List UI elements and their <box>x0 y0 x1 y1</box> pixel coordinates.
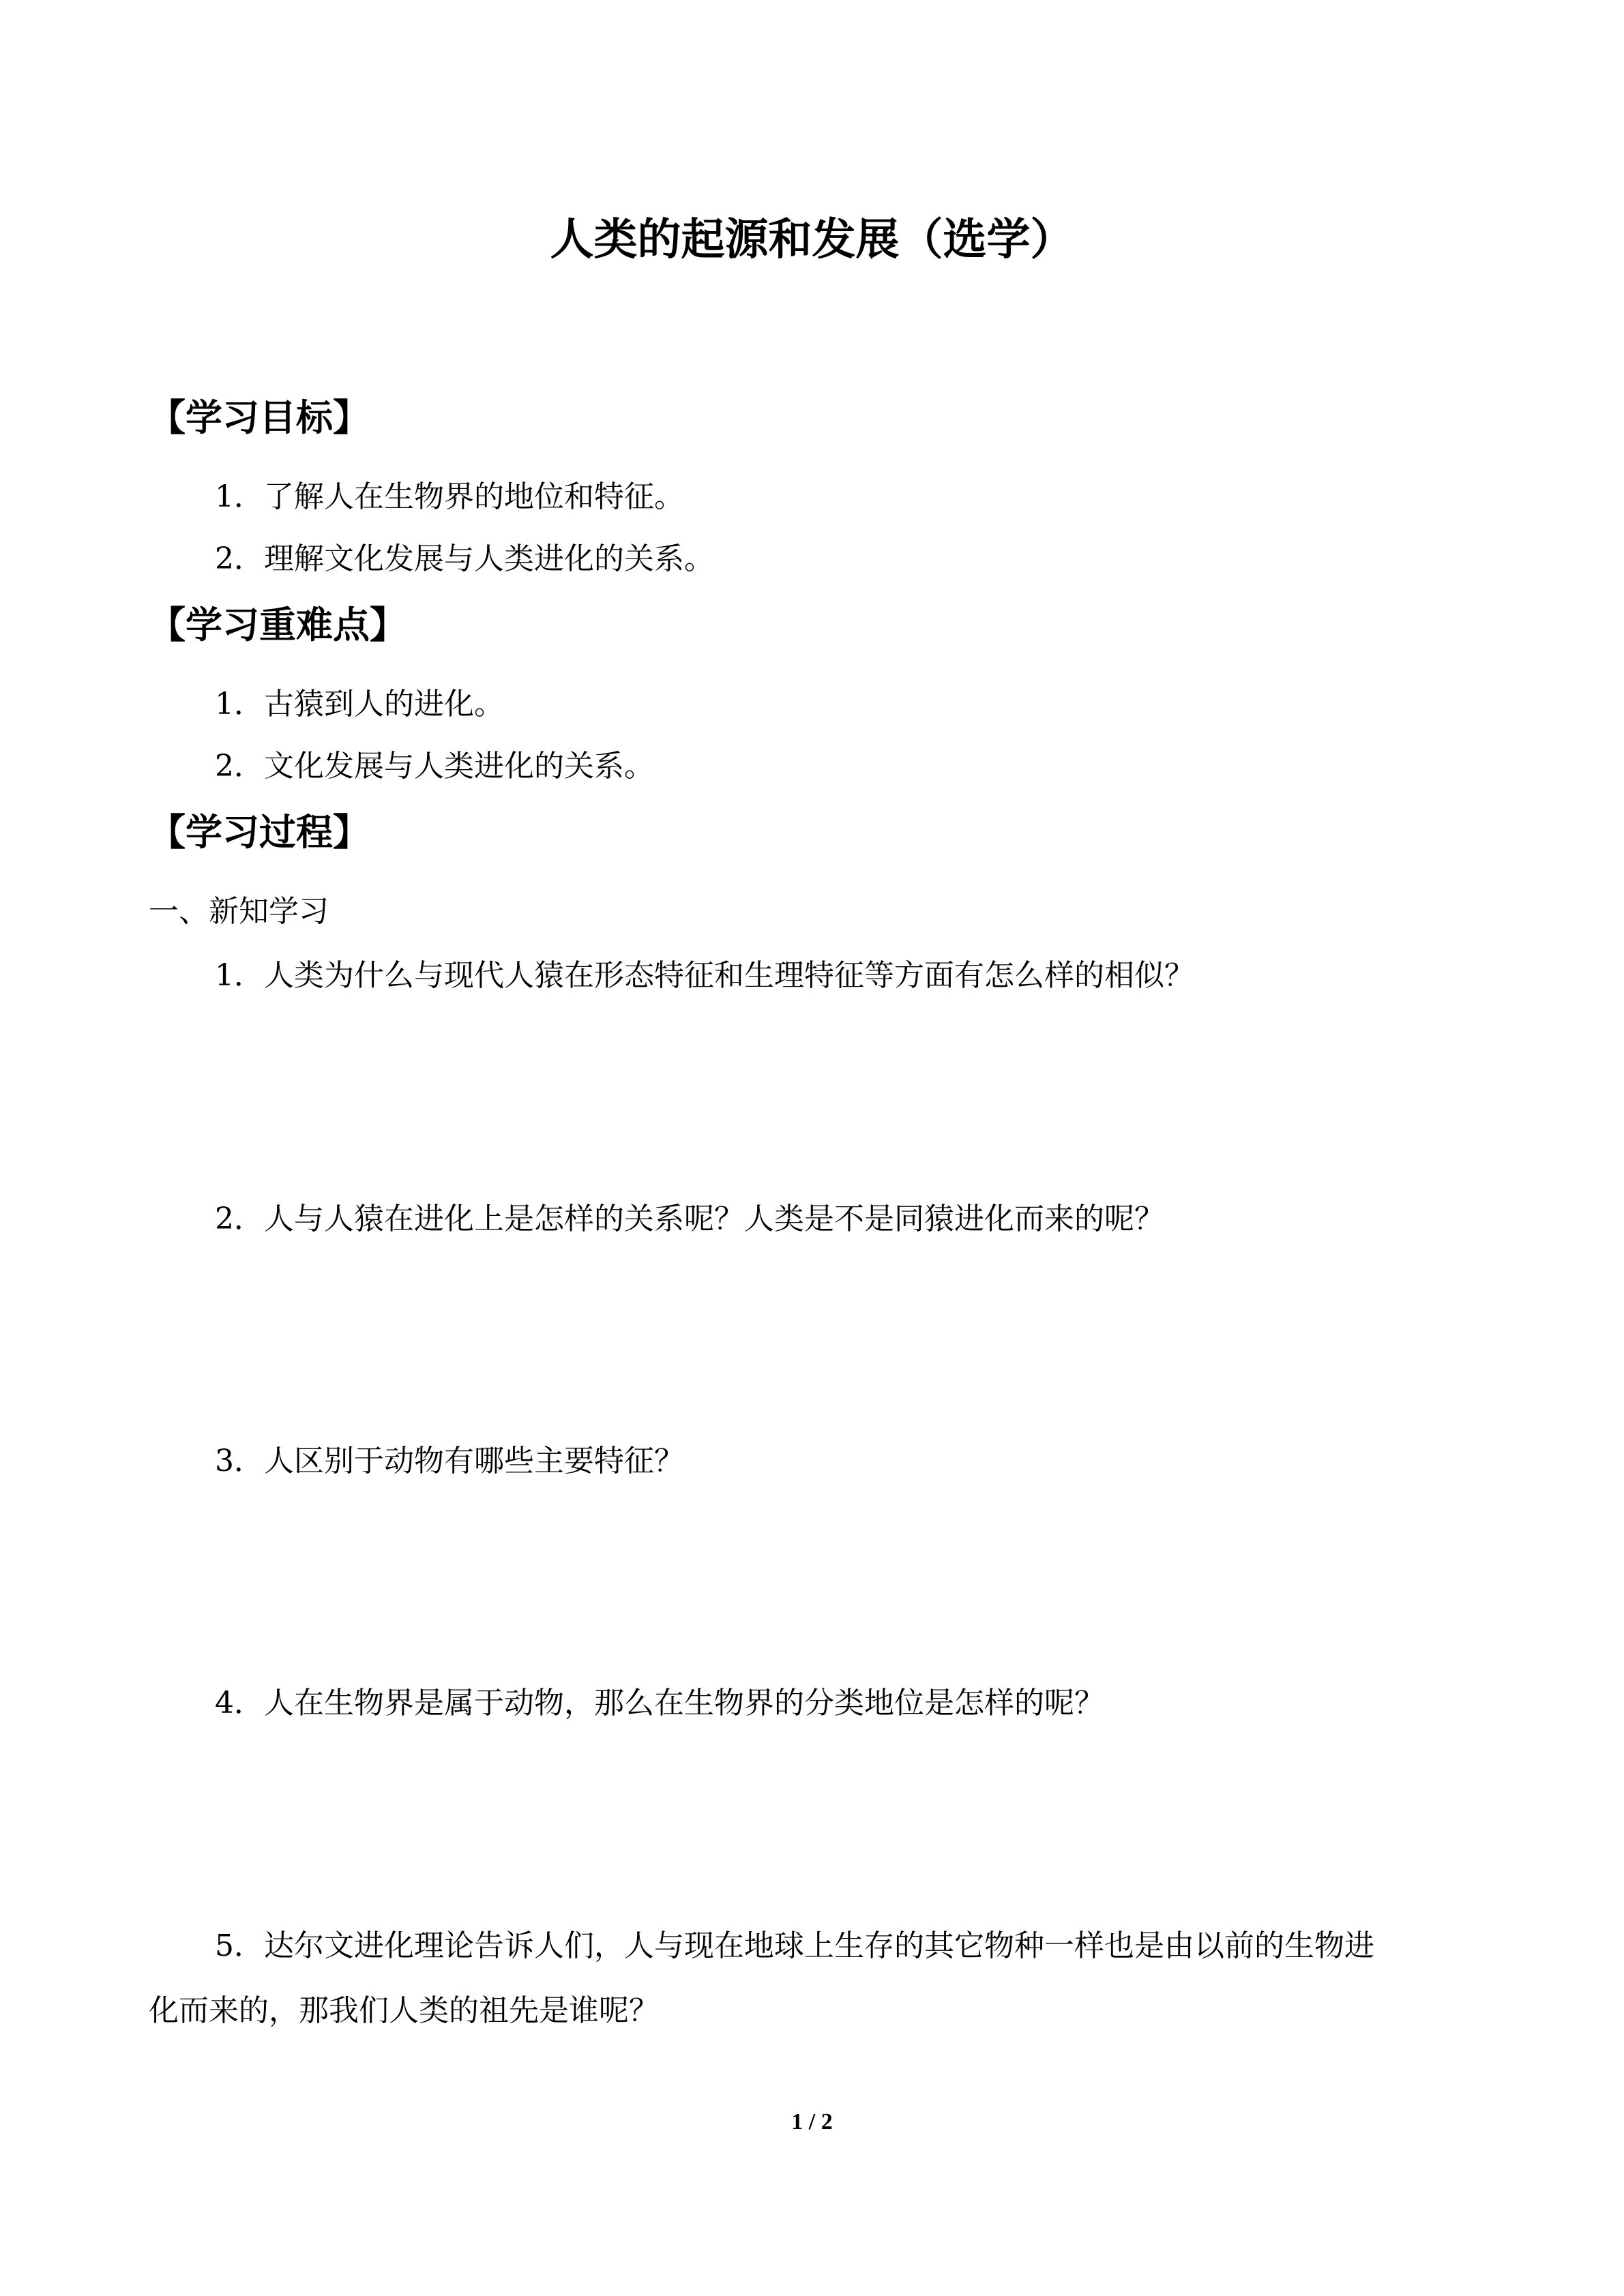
section-heading-process: 【学习过程】 <box>149 811 370 854</box>
key-point-item: 2．文化发展与人类进化的关系。 <box>215 749 654 784</box>
objective-item: 1．了解人在生物界的地位和特征。 <box>215 479 684 514</box>
question-item: 3．人区别于动物有哪些主要特征？ <box>215 1444 684 1478</box>
section-heading-key-points: 【学习重难点】 <box>149 603 407 646</box>
key-point-item: 1．古猿到人的进化。 <box>215 687 504 721</box>
page-title: 人类的起源和发展（选学） <box>550 215 1074 265</box>
question-item: 1．人类为什么与现代人猿在形态特征和生理特征等方面有怎么样的相似？ <box>215 958 1194 993</box>
section-heading-objectives: 【学习目标】 <box>149 396 370 439</box>
question-item: 5．达尔文进化理论告诉人们，人与现在地球上生存的其它物种一样也是由以前的生物进 <box>215 1928 1374 1963</box>
question-item: 4．人在生物界是属于动物，那么在生物界的分类地位是怎样的呢？ <box>215 1686 1104 1720</box>
subsection-heading: 一、新知学习 <box>149 894 329 929</box>
objective-item: 2．理解文化发展与人类进化的关系。 <box>215 541 714 576</box>
page-number: 1 / 2 <box>791 2109 833 2134</box>
question-item: 2．人与人猿在进化上是怎样的关系呢？人类是不是同猿进化而来的呢？ <box>215 1202 1164 1236</box>
question-item-continued: 化而来的，那我们人类的祖先是谁呢？ <box>149 1993 659 2028</box>
